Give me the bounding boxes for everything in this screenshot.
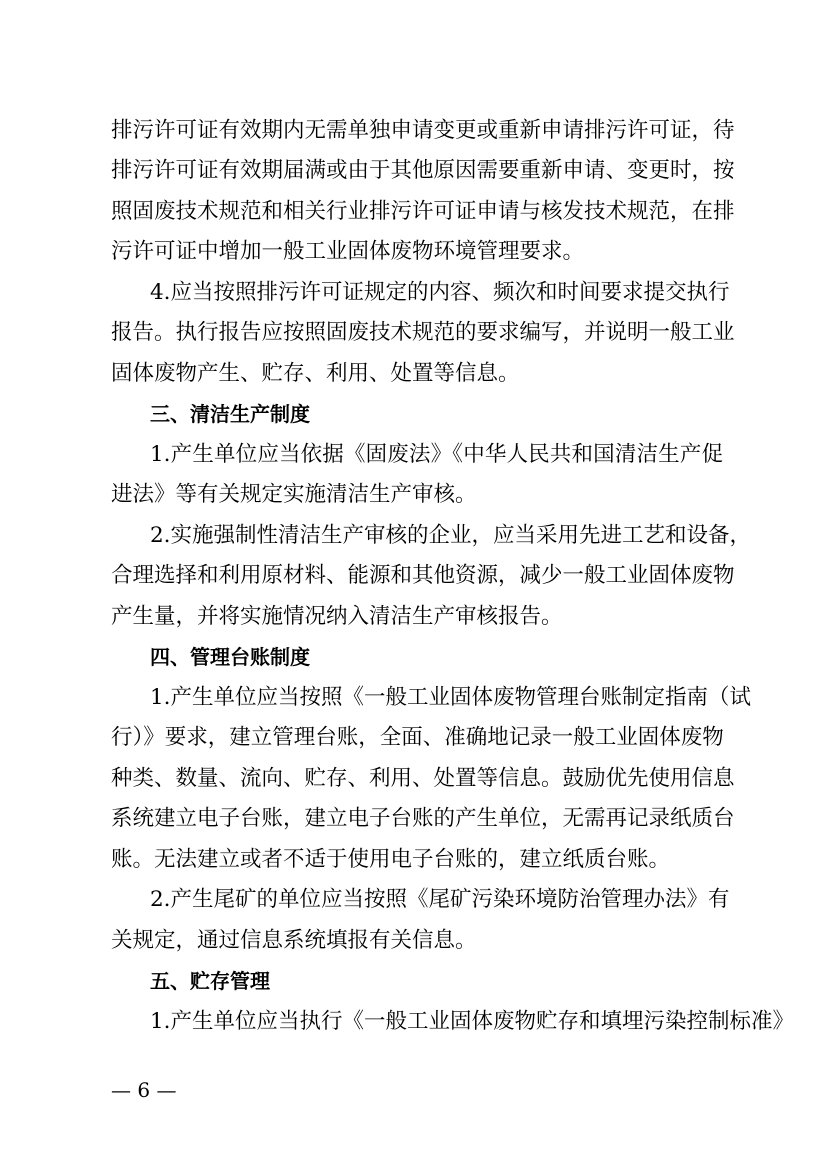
paragraph-line: 种类、数量、流向、贮存、利用、处置等信息。鼓励优先使用信息 [111,766,735,791]
page-number: — 6 — [111,1078,177,1102]
paragraph-line: 进法》等有关规定实施清洁生产审核。 [111,482,477,507]
paragraph-line: 固体废物产生、贮存、利用、处置等信息。 [111,361,520,386]
paragraph-line: 1.产生单位应当执行《一般工业固体废物贮存和填埋污染控制标准》 [150,1009,795,1034]
paragraph-line: 产生量，并将实施情况纳入清洁生产审核报告。 [111,604,563,629]
paragraph-line: 排污许可证有效期内无需单独申请变更或重新申请排污许可证，待 [111,118,735,143]
paragraph-line: 4.应当按照排污许可证规定的内容、频次和时间要求提交执行 [150,280,730,305]
section-heading: 五、贮存管理 [150,969,270,993]
paragraph-line: 照固废技术规范和相关行业排污许可证申请与核发技术规范，在排 [111,199,735,224]
paragraph-line: 1.产生单位应当依据《固废法》《中华人民共和国清洁生产促 [150,442,723,467]
paragraph-line: 行）》要求，建立管理台账，全面、准确地记录一般工业固体废物 [111,725,724,750]
paragraph-line: 污许可证中增加一般工业固体废物环境管理要求。 [111,239,585,264]
paragraph-line: 2.产生尾矿的单位应当按照《尾矿污染环境防治管理办法》有 [150,887,730,912]
paragraph-line: 账。无法建立或者不适于使用电子台账的，建立纸质台账。 [111,847,671,872]
paragraph-line: 2.实施强制性清洁生产审核的企业，应当采用先进工艺和设备， [150,523,752,548]
paragraph-line: 1.产生单位应当按照《一般工业固体废物管理台账制定指南（试 [150,685,752,710]
paragraph-line: 合理选择和利用原材料、能源和其他资源，减少一般工业固体废物 [111,563,735,588]
paragraph-line: 排污许可证有效期届满或由于其他原因需要重新申请、变更时，按 [111,158,735,183]
paragraph-line: 关规定，通过信息系统填报有关信息。 [111,928,477,953]
section-heading: 三、清洁生产制度 [150,402,310,426]
paragraph-line: 系统建立电子台账，建立电子台账的产生单位，无需再记录纸质台 [111,806,735,831]
paragraph-line: 报告。执行报告应按照固废技术规范的要求编写，并说明一般工业 [111,320,735,345]
section-heading: 四、管理台账制度 [150,645,310,669]
